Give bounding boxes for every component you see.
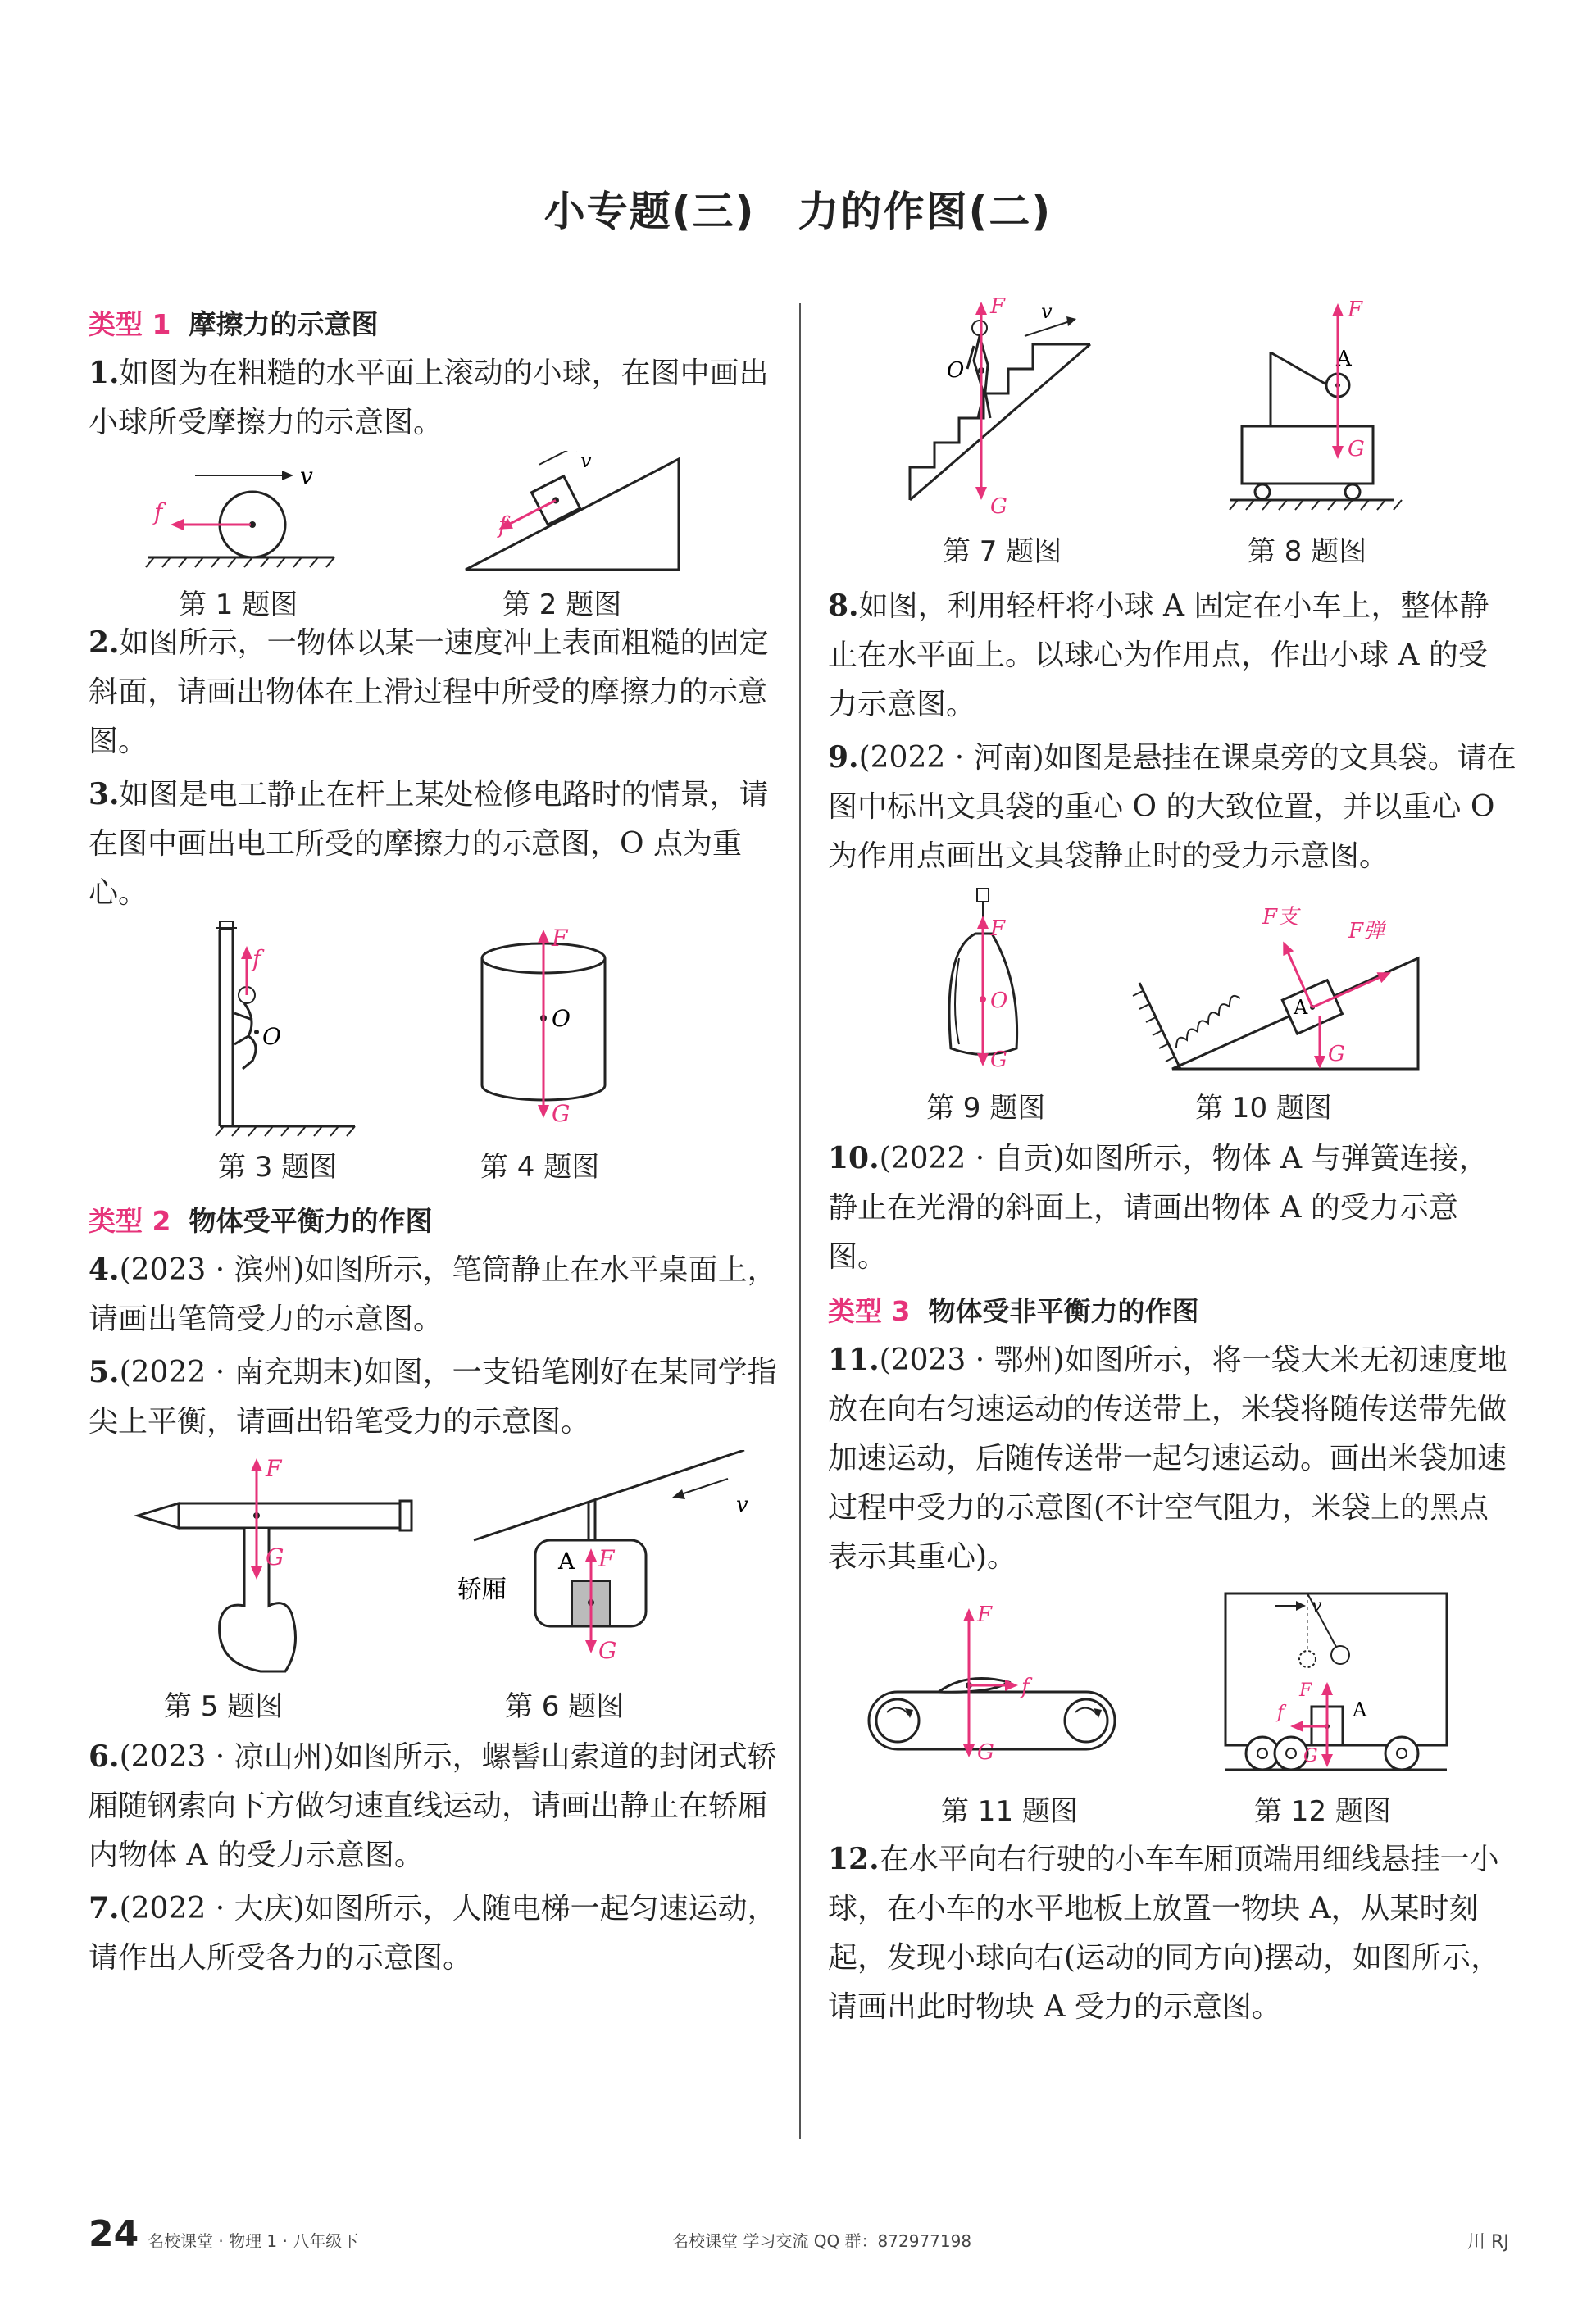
- type-heading-3: [828, 1290, 1516, 1329]
- figure-10-spring-slope: [1133, 905, 1418, 1069]
- svg-text:G: G: [266, 1543, 284, 1571]
- figure-1-2-drawing: [89, 451, 777, 590]
- figure-caption-1: 第 1 题图: [179, 589, 298, 621]
- svg-text:F: F: [1348, 298, 1363, 322]
- footer-right: 川 RJ: [1467, 2232, 1509, 2253]
- type-tag: 类型 2: [89, 1205, 171, 1237]
- svg-text:G: G: [977, 1740, 994, 1765]
- svg-text:F: F: [1299, 1680, 1312, 1701]
- question-11: [828, 1335, 1516, 1582]
- question-number: 4.: [89, 1253, 120, 1287]
- svg-text:v: v: [1041, 300, 1053, 323]
- svg-text:A: A: [1294, 996, 1308, 1019]
- type-name: 物体受非平衡力的作图: [928, 1295, 1199, 1327]
- question-text: (2023 · 滨州)如图所示，笔筒静止在水平桌面上，请画出笔筒受力的示意图。: [89, 1253, 777, 1336]
- figure-7-escalator: [910, 295, 1090, 519]
- question-3: [89, 770, 777, 918]
- svg-text:G: G: [552, 1100, 571, 1127]
- svg-text:G: G: [1303, 1746, 1318, 1766]
- figure-caption-12: 第 12 题图: [1254, 1795, 1391, 1828]
- question-2: [89, 618, 777, 766]
- type-tag: 类型 3: [828, 1295, 911, 1327]
- svg-text:A: A: [1336, 347, 1352, 371]
- svg-text:O: O: [262, 1023, 281, 1050]
- svg-text:O: O: [947, 358, 965, 383]
- svg-text:F: F: [990, 295, 1006, 319]
- figure-4-pen-holder: [482, 925, 605, 1127]
- velocity-label: v: [300, 462, 313, 489]
- question-4: [89, 1245, 777, 1344]
- column-divider: [799, 303, 801, 2139]
- page-footer: [0, 2213, 1596, 2262]
- question-number: 12.: [828, 1842, 880, 1876]
- figure-12-truck: [1225, 1593, 1447, 1770]
- question-text: 如图，利用轻杆将小球 A 固定在小车上，整体静止在水平面上。以球心为作用点，作出小球 A 的受力示意图。: [828, 589, 1489, 721]
- figure-caption-9: 第 9 题图: [926, 1092, 1046, 1125]
- svg-text:O: O: [552, 1005, 571, 1032]
- figure-caption-11: 第 11 题图: [941, 1795, 1078, 1828]
- left-column: [89, 295, 777, 1986]
- question-number: 5.: [89, 1355, 120, 1389]
- question-6: [89, 1732, 777, 1880]
- question-text: 如图是电工静止在杆上某处检修电路时的情景，请在图中画出电工所受的摩擦力的示意图，O 点为重心。: [89, 778, 769, 910]
- spring-force-label: F弹: [1348, 919, 1385, 943]
- svg-text:A: A: [558, 1548, 575, 1575]
- figure-3-4-drawing: [89, 921, 777, 1143]
- figure-5-6-drawing: [89, 1450, 777, 1688]
- figure-caption-8: 第 8 题图: [1248, 535, 1367, 568]
- figure-caption-6: 第 6 题图: [505, 1690, 625, 1723]
- svg-text:G: G: [990, 1048, 1007, 1072]
- figure-2-slope: [466, 451, 679, 570]
- svg-text:G: G: [1348, 437, 1365, 461]
- question-text: (2022 · 大庆)如图所示，人随电梯一起匀速运动，请作出人所受各力的示意图。: [89, 1892, 777, 1975]
- svg-text:F: F: [977, 1603, 993, 1627]
- question-text: (2022 · 南充期末)如图，一支铅笔刚好在某同学指尖上平衡，请画出铅笔受力的示意图。: [89, 1356, 777, 1439]
- svg-text:F: F: [266, 1455, 282, 1482]
- friction-label: f: [154, 498, 163, 525]
- question-1: [89, 348, 777, 448]
- figure-caption-10: 第 10 题图: [1195, 1092, 1332, 1125]
- figure-9-stationery-bag: [949, 889, 1017, 1072]
- svg-text:v: v: [1312, 1596, 1322, 1616]
- page-title: 小专题(三) 力的作图(二): [543, 188, 1053, 235]
- figure-7-8-drawing: [828, 295, 1516, 533]
- svg-text:F: F: [552, 925, 568, 952]
- question-8: [828, 581, 1516, 730]
- svg-text:O: O: [990, 989, 1008, 1013]
- type-tag: 类型 1: [89, 308, 171, 340]
- question-text: 在水平向右行驶的小车车厢顶端用细线悬挂一小球，在小车的水平地板上放置一物块 A，从某时刻起，发现小球向右(运动的同方向)摆动，如图所示，请画出此时物块 A 受力的示意图。: [828, 1843, 1501, 2024]
- support-force-label: F支: [1262, 905, 1299, 930]
- cabin-label: 轿厢: [457, 1575, 507, 1604]
- question-text: (2022 · 河南)如图是悬挂在课桌旁的文具袋。请在图中标出文具袋的重心 O 的大致位置，并以重心 O 为作用点画出文具袋静止时的受力示意图。: [828, 741, 1516, 873]
- question-text: (2023 · 鄂州)如图所示，将一袋大米无初速度地放在向右匀速运动的传送带上，米袋将随传送带先做加速运动，后随传送带一起匀速运动。画出米袋加速过程中受力的示意图(不计空气阻力，米袋上的黑点表示其重心)。: [828, 1343, 1507, 1574]
- question-number: 1.: [89, 356, 120, 390]
- type-name: 摩擦力的示意图: [189, 308, 379, 340]
- type-name: 物体受平衡力的作图: [189, 1205, 433, 1237]
- type-heading-2: [89, 1200, 777, 1239]
- svg-text:f: f: [252, 945, 261, 972]
- figure-row-9-10: [828, 884, 1516, 1130]
- figure-1-ball: [146, 462, 334, 567]
- figure-caption-7: 第 7 题图: [943, 535, 1062, 568]
- type-heading-1: [89, 303, 777, 342]
- figure-11-conveyor: [869, 1603, 1115, 1765]
- footer-middle: 名校课堂 学习交流 QQ 群：872977198: [672, 2231, 972, 2251]
- question-number: 7.: [89, 1891, 120, 1925]
- question-5: [89, 1348, 777, 1447]
- question-text: 如图所示，一物体以某一速度冲上表面粗糙的固定斜面，请画出物体在上滑过程中所受的摩擦力的示意图。: [89, 626, 769, 758]
- svg-text:v: v: [580, 451, 592, 472]
- figure-row-3-4: [89, 921, 777, 1192]
- figure-8-cart: [1230, 298, 1402, 510]
- question-number: 8.: [828, 589, 859, 623]
- question-9: [828, 733, 1516, 881]
- svg-text:G: G: [990, 494, 1007, 519]
- figure-row-5-6: [89, 1450, 777, 1729]
- question-text: (2022 · 自贡)如图所示，物体 A 与弹簧连接，静止在光滑的斜面上，请画出物体 A 的受力示意图。: [828, 1142, 1489, 1274]
- svg-text:f: f: [1277, 1703, 1285, 1723]
- figure-11-12-drawing: [828, 1585, 1516, 1790]
- svg-text:F: F: [598, 1545, 615, 1572]
- figure-6-cable-car: [457, 1450, 748, 1664]
- svg-text:v: v: [736, 1493, 748, 1517]
- figure-5-pencil: [138, 1455, 412, 1671]
- figure-row-1-2: [89, 451, 777, 621]
- question-number: 3.: [89, 777, 120, 812]
- svg-text:f: f: [1021, 1675, 1030, 1699]
- question-10: [828, 1134, 1516, 1282]
- question-text: (2023 · 凉山州)如图所示，螺髻山索道的封闭式轿厢随钢索向下方做匀速直线运动，请画出静止在轿厢内物体 A 的受力示意图。: [89, 1740, 777, 1872]
- question-number: 11.: [828, 1343, 880, 1377]
- question-number: 6.: [89, 1739, 120, 1774]
- figure-row-7-8: [828, 295, 1516, 578]
- figure-9-10-drawing: [828, 884, 1516, 1089]
- footer-left: 名校课堂 · 物理 1 · 八年级下: [148, 2231, 359, 2251]
- svg-text:G: G: [598, 1637, 617, 1664]
- question-7: [89, 1884, 777, 1983]
- question-number: 9.: [828, 740, 859, 775]
- figure-caption-3: 第 3 题图: [218, 1151, 338, 1184]
- right-column: [828, 295, 1516, 2035]
- svg-text:f: f: [498, 511, 507, 539]
- figure-3-pole: [216, 921, 355, 1136]
- question-number: 2.: [89, 625, 120, 660]
- question-number: 10.: [828, 1141, 880, 1175]
- figure-caption-4: 第 4 题图: [480, 1151, 600, 1184]
- figure-caption-5: 第 5 题图: [164, 1690, 284, 1723]
- page-number: 24: [89, 2213, 139, 2255]
- svg-text:G: G: [1328, 1042, 1345, 1066]
- figure-caption-2: 第 2 题图: [502, 589, 622, 621]
- figure-row-11-12: [828, 1585, 1516, 1831]
- svg-text:F: F: [990, 916, 1006, 941]
- svg-text:A: A: [1353, 1698, 1367, 1721]
- question-text: 如图为在粗糙的水平面上滚动的小球，在图中画出小球所受摩擦力的示意图。: [89, 357, 769, 439]
- question-12: [828, 1834, 1516, 2032]
